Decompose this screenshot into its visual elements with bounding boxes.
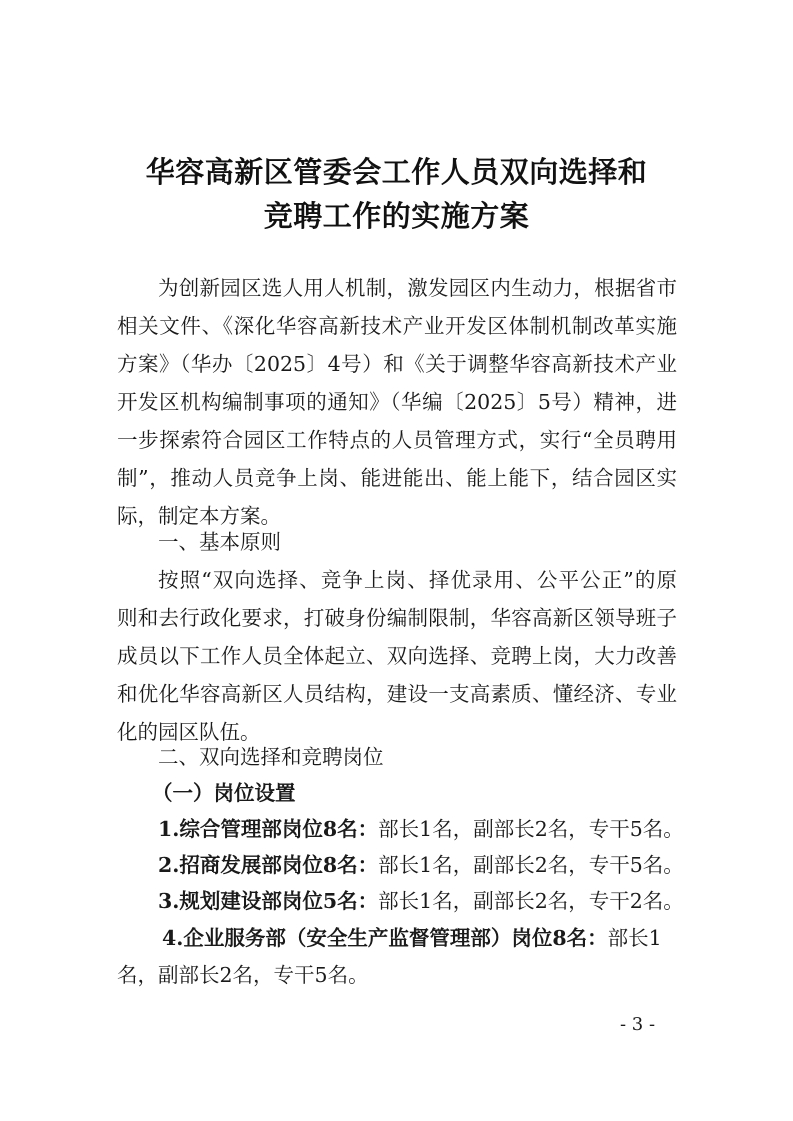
- position-item-1-detail: 部长1名，副部长2名，专干5名。: [378, 817, 684, 841]
- position-item-1-label: 1.综合管理部岗位8名：: [158, 817, 379, 841]
- position-item-3-label: 3.规划建设部岗位5名：: [158, 889, 379, 913]
- position-item-4: [162, 926, 662, 950]
- page-number: - 3 -: [620, 1014, 656, 1035]
- position-item-2-label: 2.招商发展部岗位8名：: [158, 853, 379, 877]
- section-1-heading: 一、基本原则: [158, 530, 281, 554]
- section-1-line-5: 化的园区队伍。: [117, 720, 261, 744]
- intro-line-7: 际，制定本方案。: [117, 504, 281, 528]
- position-item-2: [158, 853, 684, 877]
- position-item-4-continued: 名，副部长2名，专干5名。: [117, 963, 369, 987]
- document-title-line-2: 竞聘工作的实施方案: [263, 199, 530, 233]
- section-2-sub-heading: （一）岗位设置: [152, 781, 296, 805]
- section-1-line-3: 成员以下工作人员全体起立、双向选择、竞聘上岗，大力改善: [117, 644, 677, 668]
- section-1-line-4: 和优化华容高新区人员结构，建设一支高素质、懂经济、专业: [117, 682, 677, 706]
- intro-line-4: 开发区机构编制事项的通知》（华编〔2025〕5号）精神，进: [117, 390, 677, 414]
- position-item-1: [158, 817, 684, 841]
- intro-line-5: 一步探索符合园区工作特点的人员管理方式，实行“全员聘用: [117, 428, 677, 452]
- section-1-line-1: 按照“双向选择、竞争上岗、择优录用、公平公正”的原: [158, 568, 677, 592]
- intro-line-1: 为创新园区选人用人机制，激发园区内生动力，根据省市: [158, 276, 677, 300]
- position-item-3-detail: 部长1名，副部长2名，专干2名。: [378, 889, 684, 913]
- position-item-2-detail: 部长1名，副部长2名，专干5名。: [378, 853, 684, 877]
- section-1-line-2: 则和去行政化要求，打破身份编制限制，华容高新区领导班子: [117, 606, 677, 630]
- document-title-line-1: 华容高新区管委会工作人员双向选择和: [145, 155, 648, 189]
- intro-line-6: 制”，推动人员竞争上岗、能进能出、能上能下，结合园区实: [117, 466, 677, 490]
- intro-line-3: 方案》（华办〔2025〕4号）和《关于调整华容高新技术产业: [117, 352, 677, 376]
- intro-line-2: 相关文件、《深化华容高新技术产业开发区体制机制改革实施: [117, 314, 677, 338]
- section-2-heading: 二、双向选择和竞聘岗位: [158, 745, 384, 769]
- position-item-4-detail: 部长1: [607, 926, 662, 950]
- position-item-3: [158, 889, 684, 913]
- position-item-4-label: 4.企业服务部（安全生产监督管理部）岗位8名：: [162, 926, 608, 950]
